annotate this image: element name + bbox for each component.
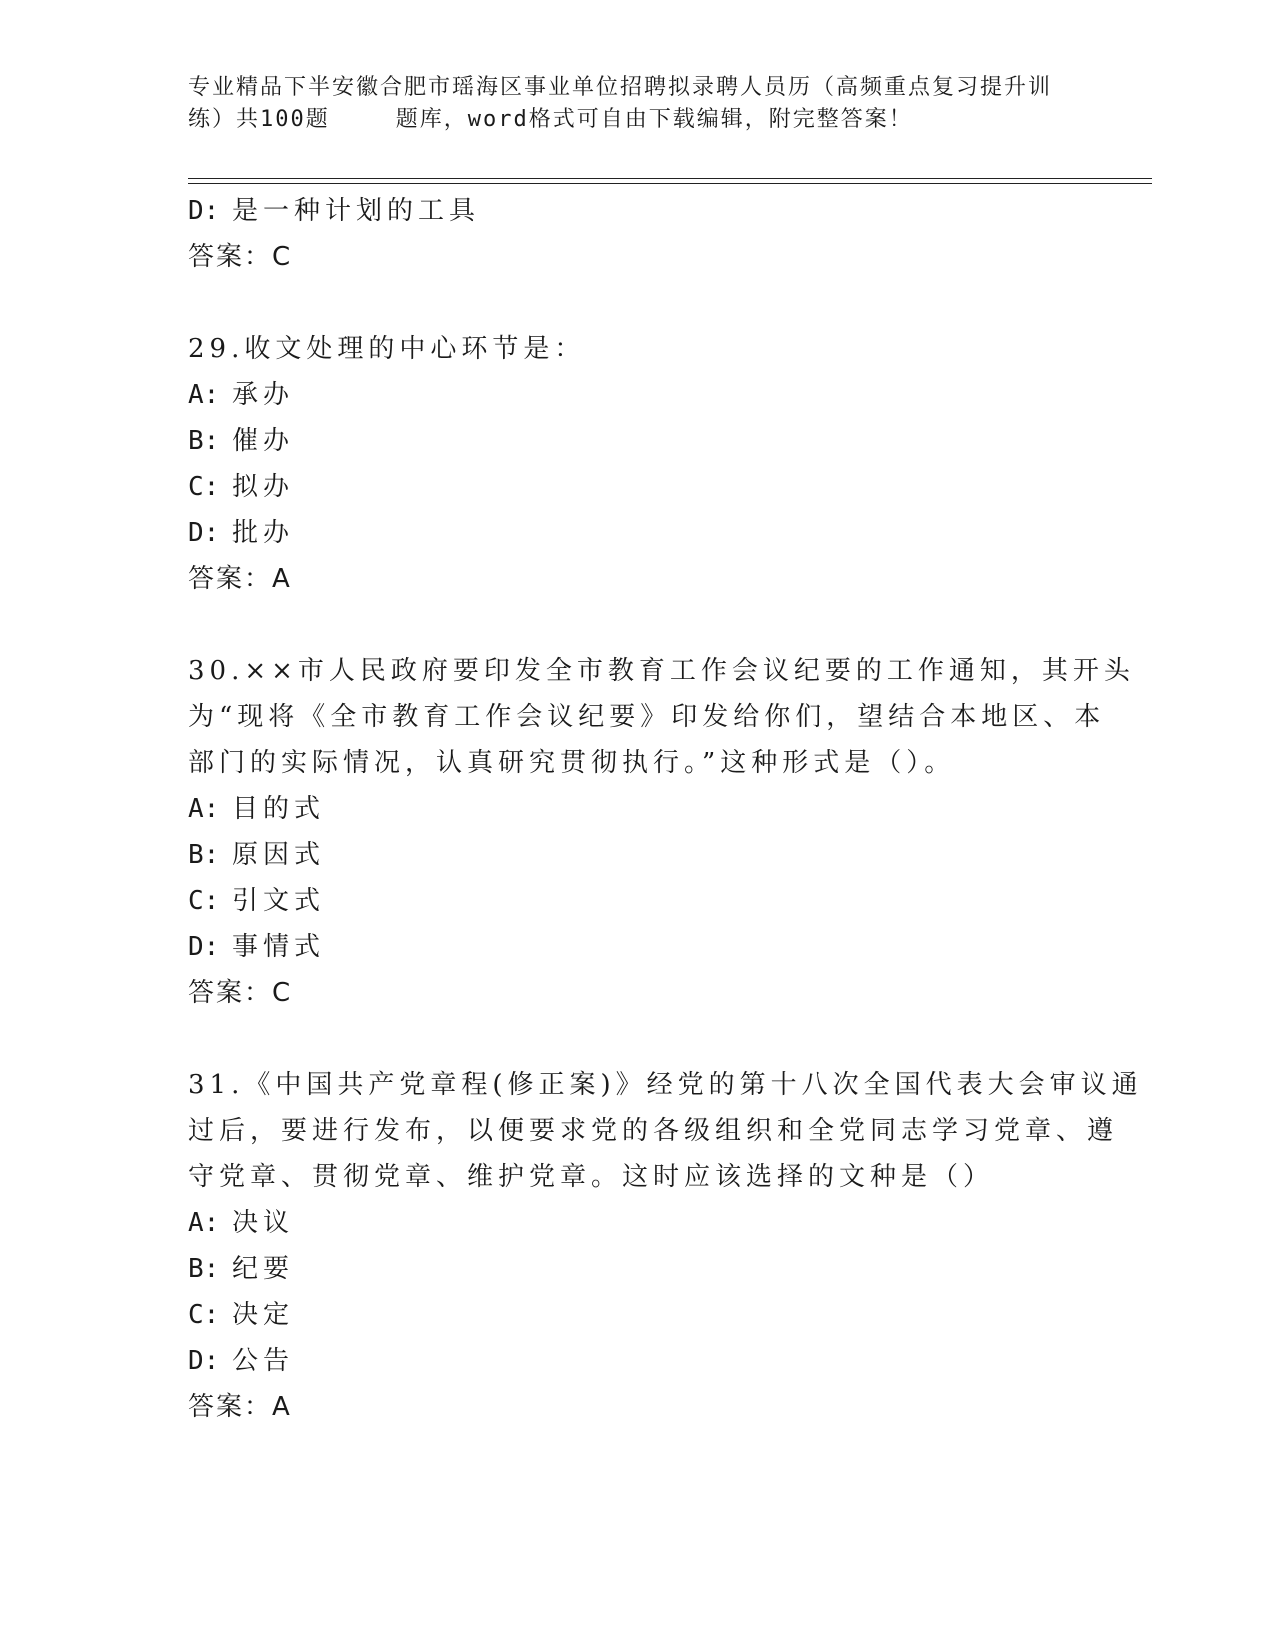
option-c [188, 1292, 1088, 1338]
document-body [188, 188, 1143, 1430]
option-label: D: [188, 1346, 220, 1376]
option-text: 纪要 [232, 1254, 295, 1284]
option-label: C: [188, 472, 220, 502]
option-label: D: [188, 932, 220, 962]
option-a [188, 372, 1088, 418]
question-text-line: 为“现将《全市教育工作会议纪要》印发给你们，望结合本地区、本 [188, 702, 1106, 732]
option-text: 目的式 [232, 794, 326, 824]
option-text: 是一种计划的工具 [232, 196, 481, 226]
option-text: 公告 [232, 1346, 295, 1376]
option-b [188, 418, 1088, 464]
option-label: B: [188, 1254, 220, 1284]
header-rule-top [188, 178, 1152, 179]
option-b [188, 832, 1088, 878]
option-c [188, 878, 1088, 924]
header-line-1: 专业精品下半安徽合肥市瑶海区事业单位招聘拟录聘人员历（高频重点复习提升训 [188, 75, 1053, 100]
answer: 答案：C [188, 978, 293, 1008]
question-30 [188, 648, 1135, 1016]
option-d [188, 924, 1088, 970]
option-d [188, 510, 1088, 556]
prev-answer: 答案：C [188, 242, 293, 272]
option-label: B: [188, 426, 220, 456]
option-b [188, 1246, 1088, 1292]
option-text: 催办 [232, 426, 295, 456]
option-label: D: [188, 518, 220, 548]
option-label: B: [188, 840, 220, 870]
question-text-line: 守党章、贯彻党章、维护党章。这时应该选择的文种是（） [188, 1162, 995, 1192]
option-text: 批办 [232, 518, 295, 548]
option-label: A: [188, 1208, 220, 1238]
question-text-line: 部门的实际情况，认真研究贯彻执行。”这种形式是（）。 [188, 748, 956, 778]
option-text: 拟办 [232, 472, 295, 502]
option-label: A: [188, 380, 220, 410]
option-d [188, 1338, 1088, 1384]
option-text: 决议 [232, 1208, 295, 1238]
option-text: 原因式 [232, 840, 326, 870]
option-label: D: [188, 196, 220, 226]
question-29 [188, 326, 1088, 602]
header-line-2a: 练）共100题 [188, 107, 330, 132]
option-text: 决定 [232, 1300, 295, 1330]
question-text-line: 31.《中国共产党章程(修正案)》经党的第十八次全国代表大会审议通 [188, 1070, 1143, 1100]
option-label: A: [188, 794, 220, 824]
option-label: C: [188, 1300, 220, 1330]
option-text: 引文式 [232, 886, 326, 916]
question-text-line: 过后，要进行发布，以便要求党的各级组织和全党同志学习党章、遵 [188, 1116, 1119, 1146]
option-a [188, 786, 1088, 832]
option-text: 事情式 [232, 932, 326, 962]
header-rule-bottom [188, 183, 1152, 184]
answer: 答案：A [188, 1392, 292, 1422]
answer: 答案：A [188, 564, 292, 594]
question-text-line: 29.收文处理的中心环节是： [188, 334, 586, 364]
option-text: 承办 [232, 380, 295, 410]
header-line-2 [188, 104, 1088, 136]
header-line-2b: 题库，word格式可自由下载编辑，附完整答案！ [395, 107, 913, 132]
option-label: C: [188, 886, 220, 916]
question-31 [188, 1062, 1143, 1430]
question-text-line: 30.××市人民政府要印发全市教育工作会议纪要的工作通知，其开头 [188, 656, 1135, 686]
page-header [188, 72, 1088, 136]
option-c [188, 464, 1088, 510]
option-a [188, 1200, 1088, 1246]
prev-option-d [188, 188, 1088, 234]
